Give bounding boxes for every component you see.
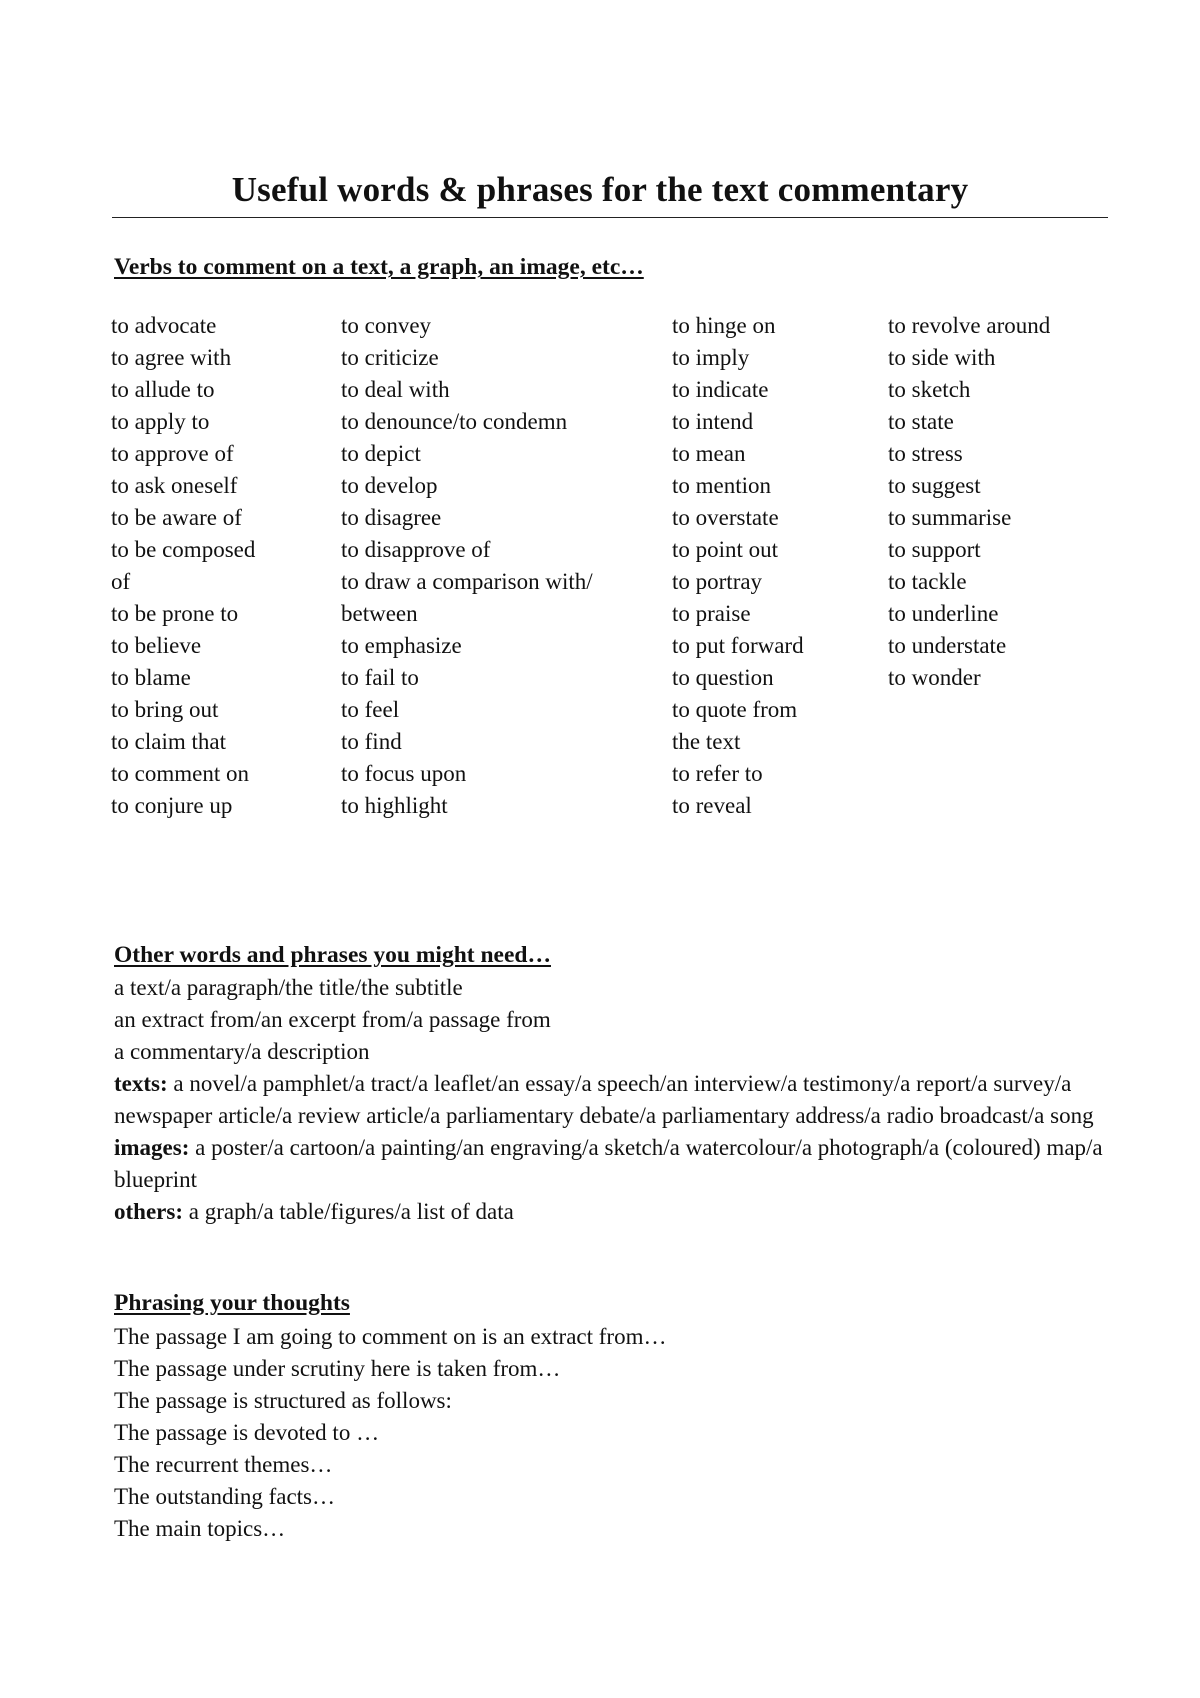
verb-item: to understate [888,633,1007,658]
verb-item: to wonder [888,665,981,690]
other-line: an extract from/an excerpt from/a passage from [114,1007,551,1032]
verb-item: to blame [111,665,191,690]
verb-item: to disapprove of [341,537,491,562]
verb-column-4 [888,310,1198,694]
verb-item: to be aware of [111,505,242,530]
texts-label: texts: [114,1071,168,1096]
verb-item: to apply to [111,409,210,434]
other-line: a text/a paragraph/the title/the subtitle [114,975,463,1000]
verb-item: to claim that [111,729,226,754]
verb-item: to hinge on [672,313,776,338]
verb-item: to denounce/to condemn [341,409,568,434]
page-title: Useful words & phrases for the text commentary [231,170,969,210]
phrasing-list [114,1321,666,1545]
verb-column-3 [672,310,872,822]
texts-value: a novel/a pamphlet/a tract/a leaflet/an essay/a speech/an interview/a testimony/a report/a survey/a newspaper article/a review article/a parliamentary debate/a parliamentary address/a radio broadcast/a song [114,1071,1094,1128]
verb-item: to convey [341,313,432,338]
verb-column-1 [111,310,326,822]
images-paragraph [114,1132,1124,1196]
verb-item: to agree with [111,345,232,370]
verb-item: to summarise [888,505,1012,530]
verb-item: to comment on [111,761,249,786]
phrasing-line: The passage is devoted to … [114,1420,380,1445]
phrasing-line: The recurrent themes… [114,1452,333,1477]
verb-item: to sketch [888,377,971,402]
phrasing-line: The outstanding facts… [114,1484,336,1509]
other-words-block [114,972,1124,1228]
verb-item: to underline [888,601,999,626]
verb-item: to revolve around [888,313,1051,338]
phrasing-line: The passage I am going to comment on is an extract from… [114,1324,667,1349]
verb-item: to praise [672,601,751,626]
texts-paragraph [114,1068,1124,1132]
verb-item: to suggest [888,473,981,498]
verb-item: to highlight [341,793,448,818]
verb-item: to stress [888,441,963,466]
others-paragraph [114,1196,1124,1228]
phrasing-line: The passage under scrutiny here is taken from… [114,1356,561,1381]
verb-item: to ask oneself [111,473,238,498]
verb-item: to quote from [672,697,798,722]
verb-item: to be composed [111,537,256,562]
verb-item: to fail to [341,665,419,690]
verb-item: to portray [672,569,763,594]
verb-item: to believe [111,633,202,658]
other-section-heading: Other words and phrases you might need… [114,942,551,968]
others-value: a graph/a table/figures/a list of data [188,1199,514,1224]
phrasing-line: The passage is structured as follows: [114,1388,452,1413]
verb-item: to depict [341,441,421,466]
verb-item: to overstate [672,505,779,530]
phrasing-section-heading: Phrasing your thoughts [114,1290,350,1316]
verb-item: to put forward [672,633,804,658]
verb-item: to disagree [341,505,442,530]
verb-item: to question [672,665,774,690]
verb-item: to criticize [341,345,439,370]
images-label: images: [114,1135,190,1160]
verb-item: to advocate [111,313,217,338]
verb-item: to tackle [888,569,967,594]
verb-item: to draw a comparison with/ [341,569,593,594]
verb-item: to state [888,409,954,434]
verb-column-2 [341,310,661,822]
verb-item: to be prone to [111,601,239,626]
verb-item: to reveal [672,793,752,818]
verb-item: to indicate [672,377,769,402]
verb-item: between [341,601,418,626]
verb-item: to side with [888,345,996,370]
verb-item: of [111,569,131,594]
verb-item: to support [888,537,981,562]
title-divider [112,217,1108,218]
verb-item: to develop [341,473,438,498]
verbs-section-heading: Verbs to comment on a text, a graph, an image, etc… [114,254,644,280]
verb-item: to approve of [111,441,234,466]
verb-item: to point out [672,537,779,562]
verb-item: the text [672,729,741,754]
verb-item: to allude to [111,377,215,402]
verb-item: to feel [341,697,400,722]
others-label: others: [114,1199,183,1224]
verb-item: to find [341,729,402,754]
phrasing-line: The main topics… [114,1516,286,1541]
verb-item: to refer to [672,761,763,786]
verb-item: to focus upon [341,761,467,786]
verb-item: to bring out [111,697,219,722]
verb-item: to mean [672,441,746,466]
images-value: a poster/a cartoon/a painting/an engraving/a sketch/a watercolour/a photograph/a (coloured) map/a blueprint [114,1135,1103,1192]
verb-item: to deal with [341,377,450,402]
verb-item: to intend [672,409,754,434]
verb-item: to conjure up [111,793,233,818]
verb-item: to mention [672,473,772,498]
verb-item: to emphasize [341,633,462,658]
other-line: a commentary/a description [114,1039,370,1064]
verb-item: to imply [672,345,750,370]
